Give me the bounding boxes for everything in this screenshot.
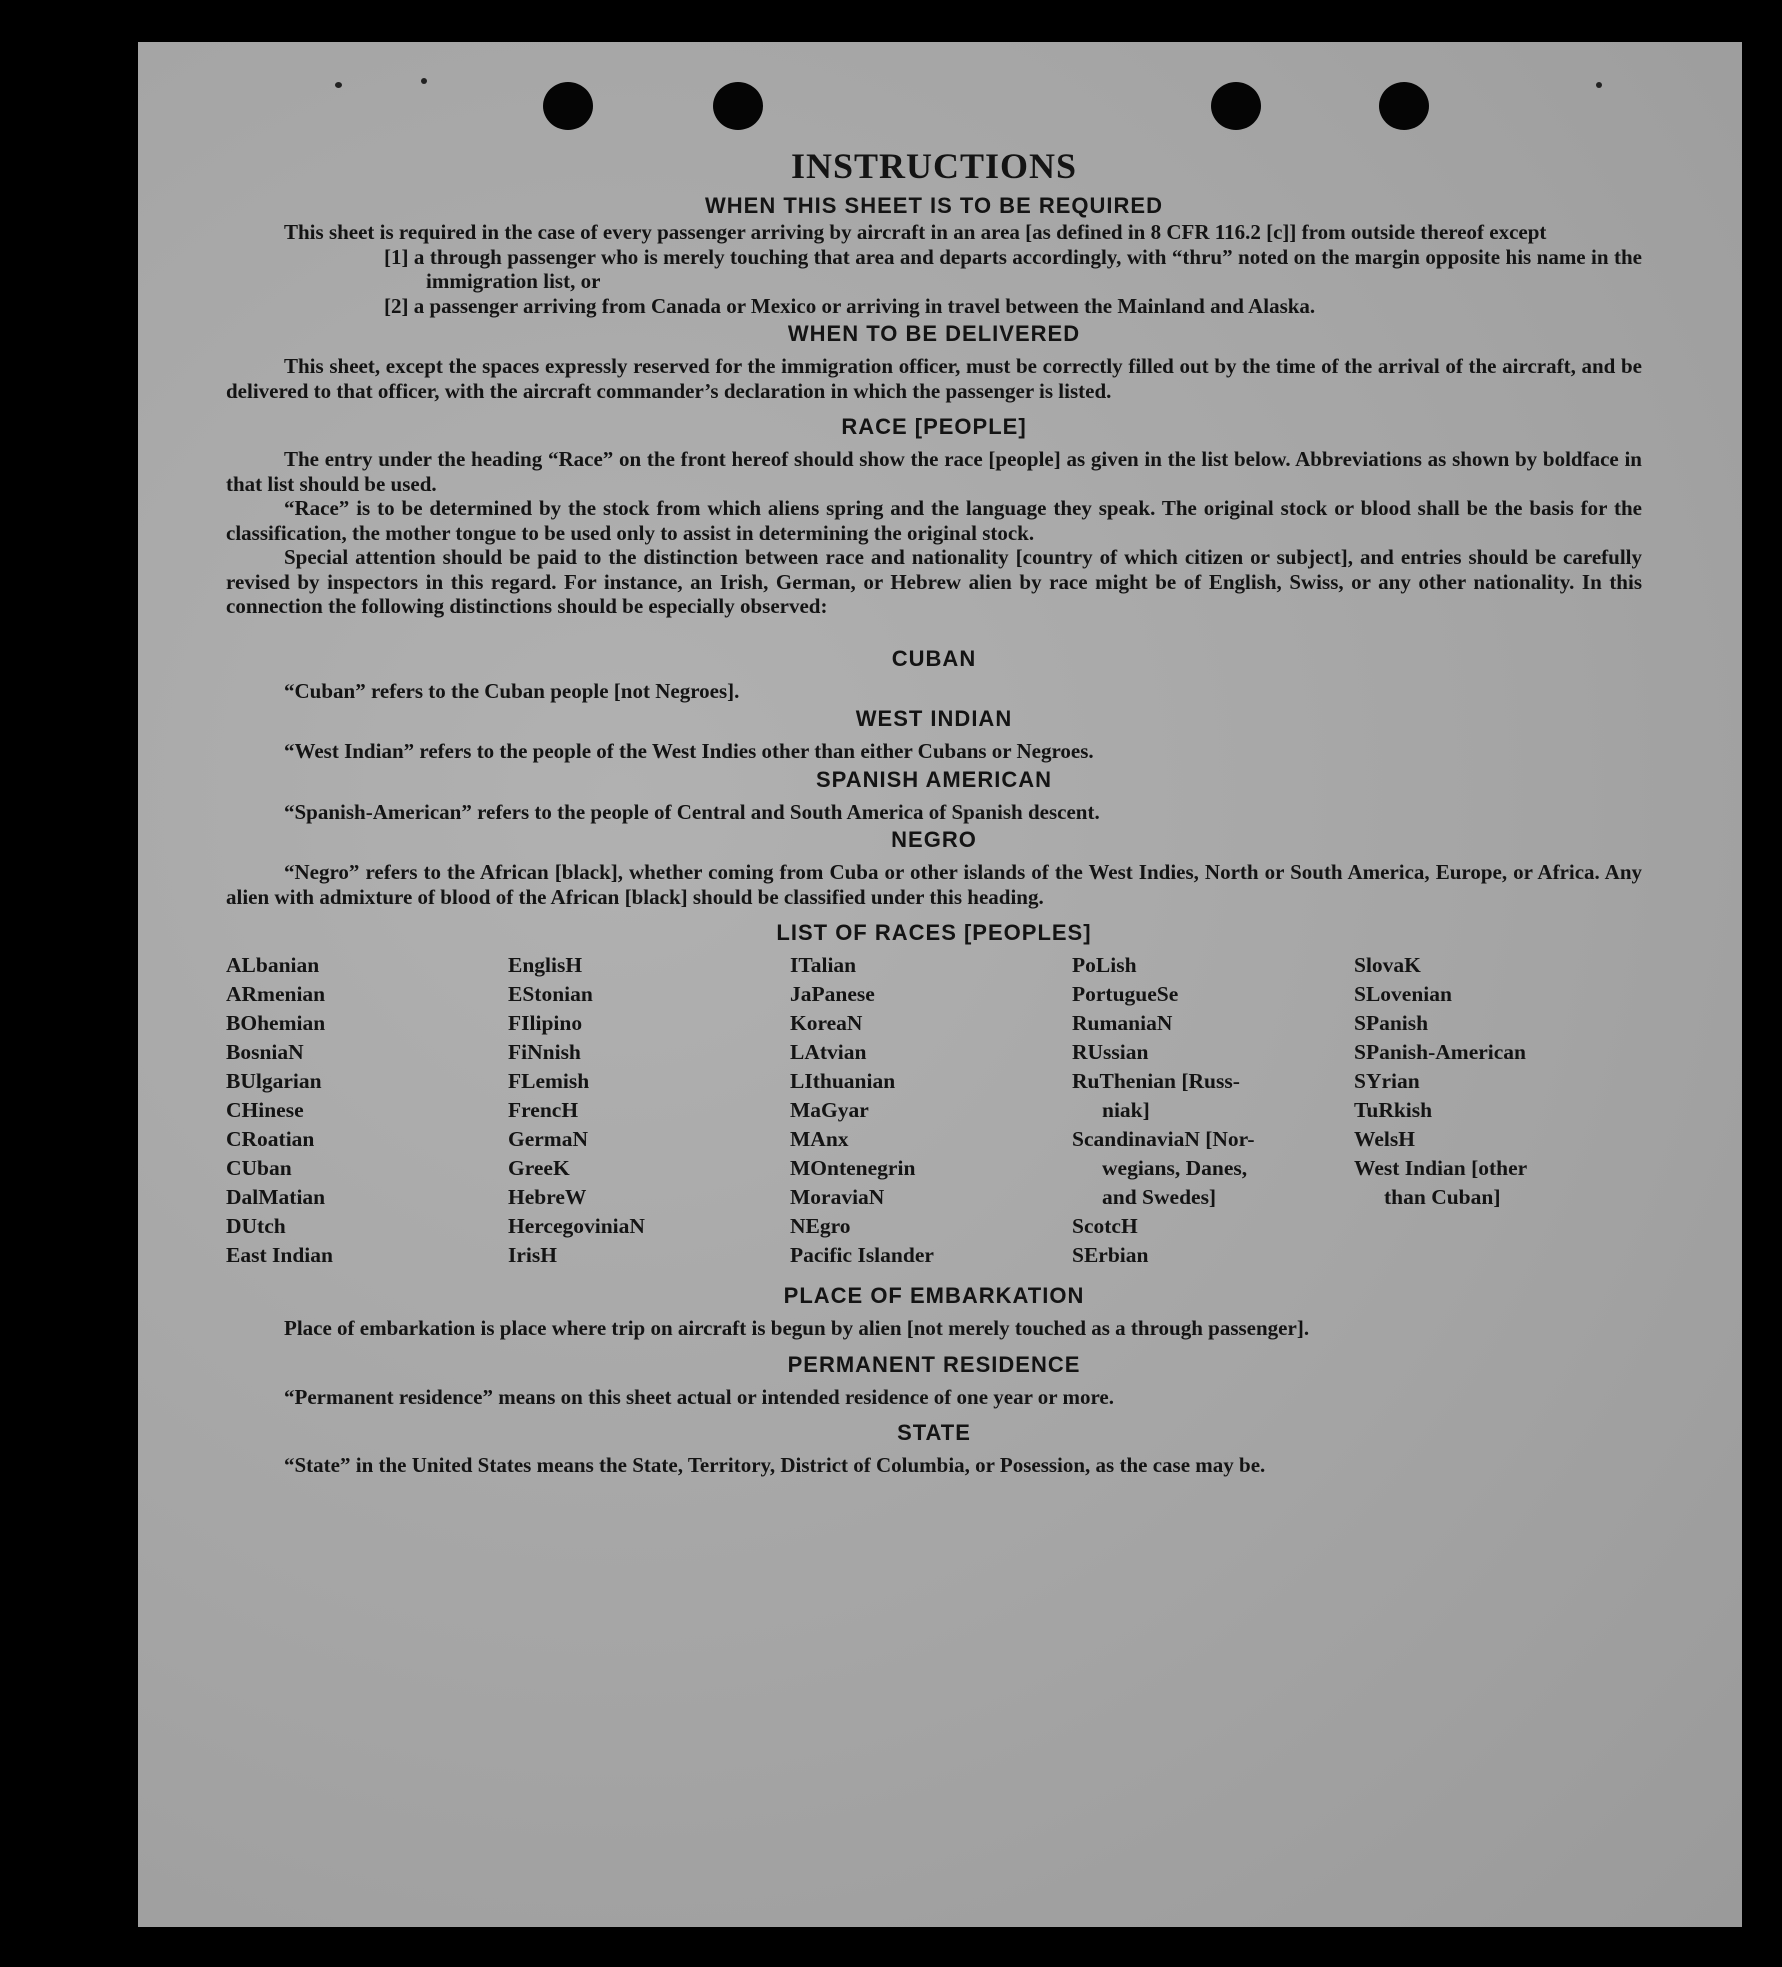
heading-cuban: CUBAN <box>891 645 977 671</box>
race-entry: ITalian <box>790 953 857 977</box>
race-entry: EStonian <box>508 982 593 1006</box>
race-paragraph-3: Special attention should be paid to the distinction between race and nationality [country of which citizen or subject], and entries should be carefully revised by inspectors in this regard. For instance, an Irish, German, or Hebrew alien by race might be of English, Swiss, or any other nationality. In this connection the following distinctions should be especially observed: <box>226 545 1642 618</box>
race-entry: FrencH <box>508 1098 579 1122</box>
race-entry: TuRkish <box>1354 1098 1433 1122</box>
speck <box>1596 82 1602 88</box>
heading-when-required: WHEN THIS SHEET IS TO BE REQUIRED <box>705 193 1163 218</box>
race-entry: KoreaN <box>790 1011 863 1035</box>
race-entry: PortugueSe <box>1072 982 1179 1006</box>
race-entry: FLemish <box>508 1069 590 1093</box>
race-entry: Pacific Islander <box>790 1243 934 1267</box>
race-entry: and Swedes] <box>1102 1185 1217 1209</box>
race-entry: ALbanian <box>226 953 320 977</box>
race-entry: BosniaN <box>226 1040 304 1064</box>
race-entry: MoraviaN <box>790 1185 885 1209</box>
race-entry: RumaniaN <box>1072 1011 1173 1035</box>
race-entry: BOhemian <box>226 1011 326 1035</box>
race-entry: MAnx <box>790 1127 849 1151</box>
race-entry: West Indian [other <box>1354 1156 1528 1180</box>
document-sheet <box>138 42 1742 1927</box>
race-entry: SlovaK <box>1354 953 1421 977</box>
race-entry: than Cuban] <box>1384 1185 1501 1209</box>
spanish-american-text: “Spanish-American” refers to the people of Central and South America of Spanish descent. <box>284 799 1100 824</box>
race-entry: wegians, Danes, <box>1102 1156 1248 1180</box>
when-required-intro: This sheet is required in the case of every passenger arriving by aircraft in an area [as defined in 8 CFR 116.2 [c]] from outside thereof except <box>284 220 1547 244</box>
exception-item-1: [1] a through passenger who is merely touching that area and departs accordingly, with “thru” noted on the margin opposite his name in the immigration list, or <box>384 244 1642 293</box>
race-entry: LAtvian <box>790 1040 867 1064</box>
race-column-4 <box>1072 951 1354 1270</box>
race-entry: GermaN <box>508 1127 588 1151</box>
heading-place-of-embarkation: PLACE OF EMBARKATION <box>783 1283 1085 1308</box>
speck <box>335 82 342 88</box>
race-entry: CRoatian <box>226 1127 315 1151</box>
race-entry: LIthuanian <box>790 1069 896 1093</box>
heading-spanish-american: SPANISH AMERICAN <box>815 766 1052 792</box>
race-entry: MOntenegrin <box>790 1156 916 1180</box>
punch-hole-1 <box>543 82 593 130</box>
race-entry: niak] <box>1102 1098 1150 1122</box>
race-entry: HercegoviniaN <box>508 1214 645 1238</box>
punch-hole-3 <box>1211 82 1261 130</box>
race-entry: DUtch <box>226 1214 286 1238</box>
race-entry: GreeK <box>508 1156 570 1180</box>
when-delivered-text: This sheet, except the spaces expressly reserved for the immigration officer, must be correctly filled out by the time of the arrival of the aircraft, and be delivered to that officer, with the aircraft commander’s declaration in which the passenger is listed. <box>226 354 1642 403</box>
race-entry: SPanish <box>1354 1011 1429 1035</box>
race-entry: PoLish <box>1072 953 1137 977</box>
heading-permanent-residence: PERMANENT RESIDENCE <box>787 1351 1081 1377</box>
embarkation-text: Place of embarkation is place where trip on aircraft is begun by alien [not merely touched as a through passenger]. <box>284 1316 1310 1340</box>
state-text: “State” in the United States means the State, Territory, District of Columbia, or Posession, as the case may be. <box>284 1453 1266 1477</box>
race-paragraph-1: The entry under the heading “Race” on the front hereof should show the race [people] as given in the list below. Abbreviations as shown by boldface in that list should be used. <box>226 447 1642 496</box>
race-entry: WelsH <box>1354 1127 1415 1151</box>
heading-state: STATE <box>897 1420 971 1445</box>
race-entry: SPanish-American <box>1354 1040 1526 1064</box>
race-entry: SYrian <box>1354 1069 1420 1093</box>
race-entry: East Indian <box>226 1243 333 1267</box>
instructions-content <box>226 146 1642 1478</box>
race-entry: CUban <box>226 1156 292 1180</box>
race-entry: JaPanese <box>790 982 875 1006</box>
race-paragraph-2: “Race” is to be determined by the stock from which aliens spring and the language they speak. The original stock or blood shall be the basis for the classification, the mother tongue to be used only to assist in determining the original stock. <box>226 496 1642 545</box>
race-entry: NEgro <box>790 1214 851 1238</box>
punch-hole-4 <box>1379 82 1429 130</box>
heading-race: RACE [PEOPLE] <box>841 414 1027 439</box>
race-column-5 <box>1354 951 1636 1270</box>
race-list <box>226 951 1642 1270</box>
race-entry: ScotcH <box>1072 1214 1138 1238</box>
race-entry: ARmenian <box>226 982 326 1006</box>
race-entry: SErbian <box>1072 1243 1149 1267</box>
race-entry: DalMatian <box>226 1185 326 1209</box>
race-column-2 <box>508 951 790 1270</box>
heading-when-delivered: WHEN TO BE DELIVERED <box>787 321 1081 346</box>
race-entry: RuThenian [Russ- <box>1072 1069 1240 1093</box>
exception-list <box>226 245 1642 319</box>
race-entry: MaGyar <box>790 1098 869 1122</box>
race-entry: ScandinaviaN [Nor- <box>1072 1127 1255 1151</box>
negro-text: “Negro” refers to the African [black], whether coming from Cuba or other islands of the West Indies, North or South America, Europe, or Africa. Any alien with admixture of blood of the African [black] should be classified under this heading. <box>226 860 1642 909</box>
cuban-text: “Cuban” refers to the Cuban people [not Negroes]. <box>284 678 740 703</box>
permanent-residence-text: “Permanent residence” means on this sheet actual or intended residence of one year or more. <box>284 1384 1114 1409</box>
race-entry: FIlipino <box>508 1011 583 1035</box>
exception-item-2: [2] a passenger arriving from Canada or Mexico or arriving in travel between the Mainland and Alaska. <box>384 293 1316 318</box>
race-entry: RUssian <box>1072 1040 1149 1064</box>
race-column-1 <box>226 951 508 1270</box>
race-column-3 <box>790 951 1072 1270</box>
west-indian-text: “West Indian” refers to the people of the West Indies other than either Cubans or Negroes. <box>284 739 1094 763</box>
race-entry: SLovenian <box>1354 982 1452 1006</box>
punch-hole-2 <box>713 82 763 130</box>
heading-negro: NEGRO <box>891 827 977 852</box>
race-entry: IrisH <box>508 1243 557 1267</box>
speck <box>421 78 427 84</box>
race-entry: HebreW <box>508 1185 587 1209</box>
heading-west-indian: WEST INDIAN <box>855 706 1013 731</box>
race-entry: FiNnish <box>508 1040 581 1064</box>
heading-list-of-races: LIST OF RACES [PEOPLES] <box>776 920 1092 945</box>
race-entry: CHinese <box>226 1098 304 1122</box>
page-title: INSTRUCTIONS <box>790 146 1078 186</box>
race-entry: EnglisH <box>508 953 583 977</box>
race-entry: BUlgarian <box>226 1069 322 1093</box>
